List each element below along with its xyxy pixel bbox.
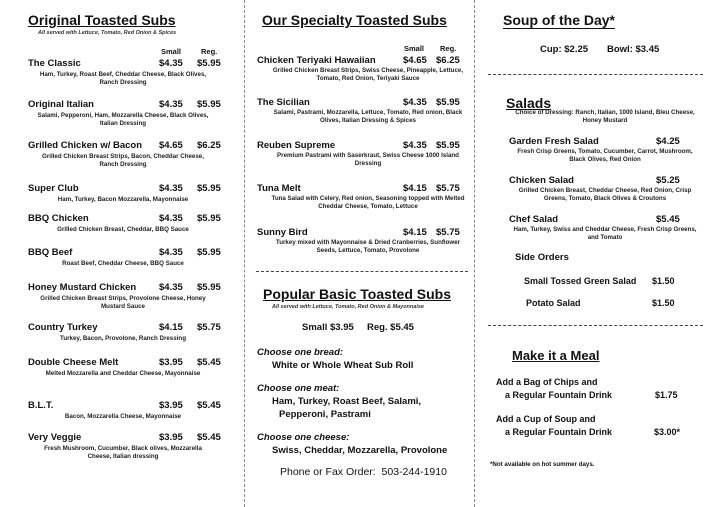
item-name: Garden Fresh Salad	[509, 136, 599, 147]
item-price-reg: $5.75	[197, 322, 221, 333]
item-price-reg: $5.95	[436, 97, 460, 108]
meal-soup-price: $3.00*	[654, 427, 681, 437]
item-description: Grilled Chicken Breast, Cheddar Cheese, Red Onion, Crisp Greens, Tomato, Black Olives & Croutons	[518, 187, 692, 202]
section-title: Popular Basic Toasted Subs	[263, 286, 452, 302]
item-description: Grilled Chicken Breast Strips, Swiss Cheese, Pineapple, Lettuce, Tomato, Red Onion, Teriyaki Sauce	[272, 67, 464, 82]
size-reg-header: Reg.	[201, 47, 218, 56]
item-description: Melted Mozzarella and Cheddar Cheese, Mayonnaise	[45, 370, 201, 377]
bread-label: Choose one bread:	[257, 347, 344, 358]
item-name: Double Cheese Melt	[28, 357, 119, 368]
meal-chips-price: $1.75	[655, 390, 678, 400]
soup-cup-price: Cup: $2.25	[540, 44, 589, 55]
bread-options: White or Whole Wheat Sub Roll	[272, 360, 414, 371]
item-description: Premium Pastrami with Saserkraut, Swiss Cheese 1000 Island Dressing	[277, 152, 459, 167]
item-description: Ham, Turkey, Swiss and Cheddar Cheese, Fresh Crisp Greens, and Tomato	[513, 226, 697, 241]
meat-options: Pepperoni, Pastrami	[279, 409, 371, 420]
item-price-small: $4.35	[403, 97, 427, 108]
footnote: *Not available on hot summer days.	[490, 461, 595, 468]
item-description: Ham, Turkey, Bacon Mozzarella, Mayonnaise	[57, 196, 189, 203]
item-name: The Classic	[28, 58, 81, 69]
item-name: Chef Salad	[509, 214, 559, 225]
item-name: Country Turkey	[28, 322, 98, 333]
item-description: Bacon, Mozzarella Cheese, Mayonnaise	[64, 413, 182, 420]
item-price-small: $4.65	[403, 55, 427, 66]
item-description: Fresh Mushroom, Cucumber, Black olives, Mozzarella Cheese, Italian dressing	[44, 445, 202, 460]
phone-order: Phone or Fax Order: 503-244-1910	[280, 466, 447, 478]
size-small-header: Small	[404, 44, 425, 53]
section-title: Original Toasted Subs	[28, 12, 176, 28]
section-title: Our Specialty Toasted Subs	[262, 12, 447, 28]
item-name: Sunny Bird	[257, 227, 308, 238]
item-description: Fresh Crisp Greens, Tomato, Cucumber, Carrot, Mushroom, Black Olives, Red Onion	[517, 148, 693, 163]
item-name: Reuben Supreme	[257, 140, 336, 151]
meat-label: Choose one meat:	[257, 383, 340, 394]
divider	[488, 325, 703, 326]
item-description: Grilled Chicken Breast, Cheddar, BBQ Sauce	[57, 226, 189, 233]
item-price-small: $4.15	[403, 227, 427, 238]
item-price-reg: $5.95	[197, 213, 221, 224]
item-price-small: $4.35	[159, 183, 183, 194]
section-title: Soup of the Day*	[503, 12, 616, 28]
item-name: Super Club	[28, 183, 79, 194]
size-small-header: Small	[161, 47, 182, 56]
item-description: Salami, Pepperoni, Ham, Mozzarella Cheese, Black Olives, Italian Dressing	[37, 112, 209, 127]
divider	[256, 271, 468, 272]
section-title: Salads	[506, 95, 552, 111]
item-price-small: $3.95	[159, 357, 183, 368]
item-description: Grilled Chicken Breast Strips, Provolone Cheese, Honey Mustard Sauce	[40, 295, 206, 310]
item-name: BBQ Beef	[28, 247, 73, 258]
item-price: $4.25	[656, 136, 680, 147]
section-subtitle: All served with Lettuce, Tomato, Red Onion & Spices	[38, 30, 177, 36]
basic-price-line: Small $3.95 Reg. $5.45	[302, 322, 414, 333]
item-price-reg: $5.95	[197, 247, 221, 258]
item-price-reg: $5.95	[197, 183, 221, 194]
side-orders-title: Side Orders	[515, 252, 569, 263]
item-price: $5.25	[656, 175, 680, 186]
item-price-reg: $5.45	[197, 357, 221, 368]
item-price-reg: $6.25	[197, 140, 221, 151]
item-price-small: $4.35	[159, 99, 183, 110]
item-name: Original Italian	[28, 99, 94, 110]
item-price-small: $4.15	[403, 183, 427, 194]
item-price-small: $4.35	[403, 140, 427, 151]
item-name: BBQ Chicken	[28, 213, 89, 224]
item-price-reg: $5.95	[197, 282, 221, 293]
item-name: Chicken Teriyaki Hawaiian	[257, 55, 376, 66]
meal-soup-line: a Regular Fountain Drink	[505, 427, 613, 437]
item-name: Honey Mustard Chicken	[28, 282, 137, 293]
item-price-reg: $5.45	[197, 400, 221, 411]
item-price: $1.50	[652, 276, 675, 286]
item-price-small: $4.35	[159, 213, 183, 224]
item-name: Tuna Melt	[257, 183, 301, 194]
item-name: The Sicilian	[257, 97, 310, 108]
item-price-small: $4.15	[159, 322, 183, 333]
meat-options: Ham, Turkey, Roast Beef, Salami,	[272, 396, 422, 407]
size-reg-header: Reg.	[440, 44, 457, 53]
item-name: B.L.T.	[28, 400, 54, 411]
cheese-label: Choose one cheese:	[257, 432, 350, 443]
item-price-small: $4.35	[159, 58, 183, 69]
item-price-small: $4.35	[159, 282, 183, 293]
item-price-reg: $6.25	[436, 55, 460, 66]
item-price-reg: $5.75	[436, 183, 460, 194]
item-price-small: $4.35	[159, 247, 183, 258]
item-name: Very Veggie	[28, 432, 82, 443]
item-name: Grilled Chicken w/ Bacon	[28, 140, 143, 151]
column-divider	[474, 0, 475, 507]
section-subtitle: All served with Lettuce, Tomato, Red Onion & Mayonnaise	[272, 304, 424, 310]
meal-soup-line: Add a Cup of Soup and	[496, 414, 596, 424]
column-divider	[244, 0, 245, 507]
divider	[488, 74, 703, 75]
meal-chips-line: Add a Bag of Chips and	[496, 377, 598, 387]
item-price: $1.50	[652, 298, 675, 308]
item-description: Turkey mixed with Mayonnaise & Dried Cranberries, Sunflower Seeds, Lettuce, Tomato, Provolone	[275, 239, 461, 254]
item-price-reg: $5.95	[436, 140, 460, 151]
soup-bowl-price: Bowl: $3.45	[607, 44, 660, 55]
cheese-options: Swiss, Cheddar, Mozzarella, Provolone	[272, 445, 448, 456]
dressing-choices: Choice of Dressing: Ranch, Italian, 1000 Island, Bleu Cheese, Honey Mustard	[515, 109, 695, 124]
item-description: Ham, Turkey, Roast Beef, Cheddar Cheese, Black Olives, Ranch Dressing	[39, 71, 207, 86]
item-price-small: $4.65	[159, 140, 183, 151]
item-price-small: $3.95	[159, 432, 183, 443]
item-description: Turkey, Bacon, Provolone, Ranch Dressing	[60, 335, 186, 342]
item-price: $5.45	[656, 214, 680, 225]
item-name: Small Tossed Green Salad	[524, 276, 637, 286]
item-price-reg: $5.95	[197, 58, 221, 69]
item-price-reg: $5.75	[436, 227, 460, 238]
item-description: Tuna Salad with Celery, Red onion, Seasoning topped with Melted Cheddar Cheese, Tomato, Lettuce	[271, 195, 465, 210]
item-description: Roast Beef, Cheddar Cheese, BBQ Sauce	[62, 260, 184, 267]
item-price-small: $3.95	[159, 400, 183, 411]
item-name: Potato Salad	[526, 298, 581, 308]
section-title: Make it a Meal	[512, 348, 600, 363]
item-name: Chicken Salad	[509, 175, 574, 186]
item-description: Salami, Pastrami, Mozzarella, Lettuce, Tomato, Red onion, Black Olives, Italian Dressing & Spices	[273, 109, 463, 124]
item-price-reg: $5.95	[197, 99, 221, 110]
item-price-reg: $5.45	[197, 432, 221, 443]
item-description: Grilled Chicken Breast Strips, Bacon, Cheddar Cheese, Ranch Dressing	[42, 153, 204, 168]
meal-chips-line: a Regular Fountain Drink	[505, 390, 613, 400]
